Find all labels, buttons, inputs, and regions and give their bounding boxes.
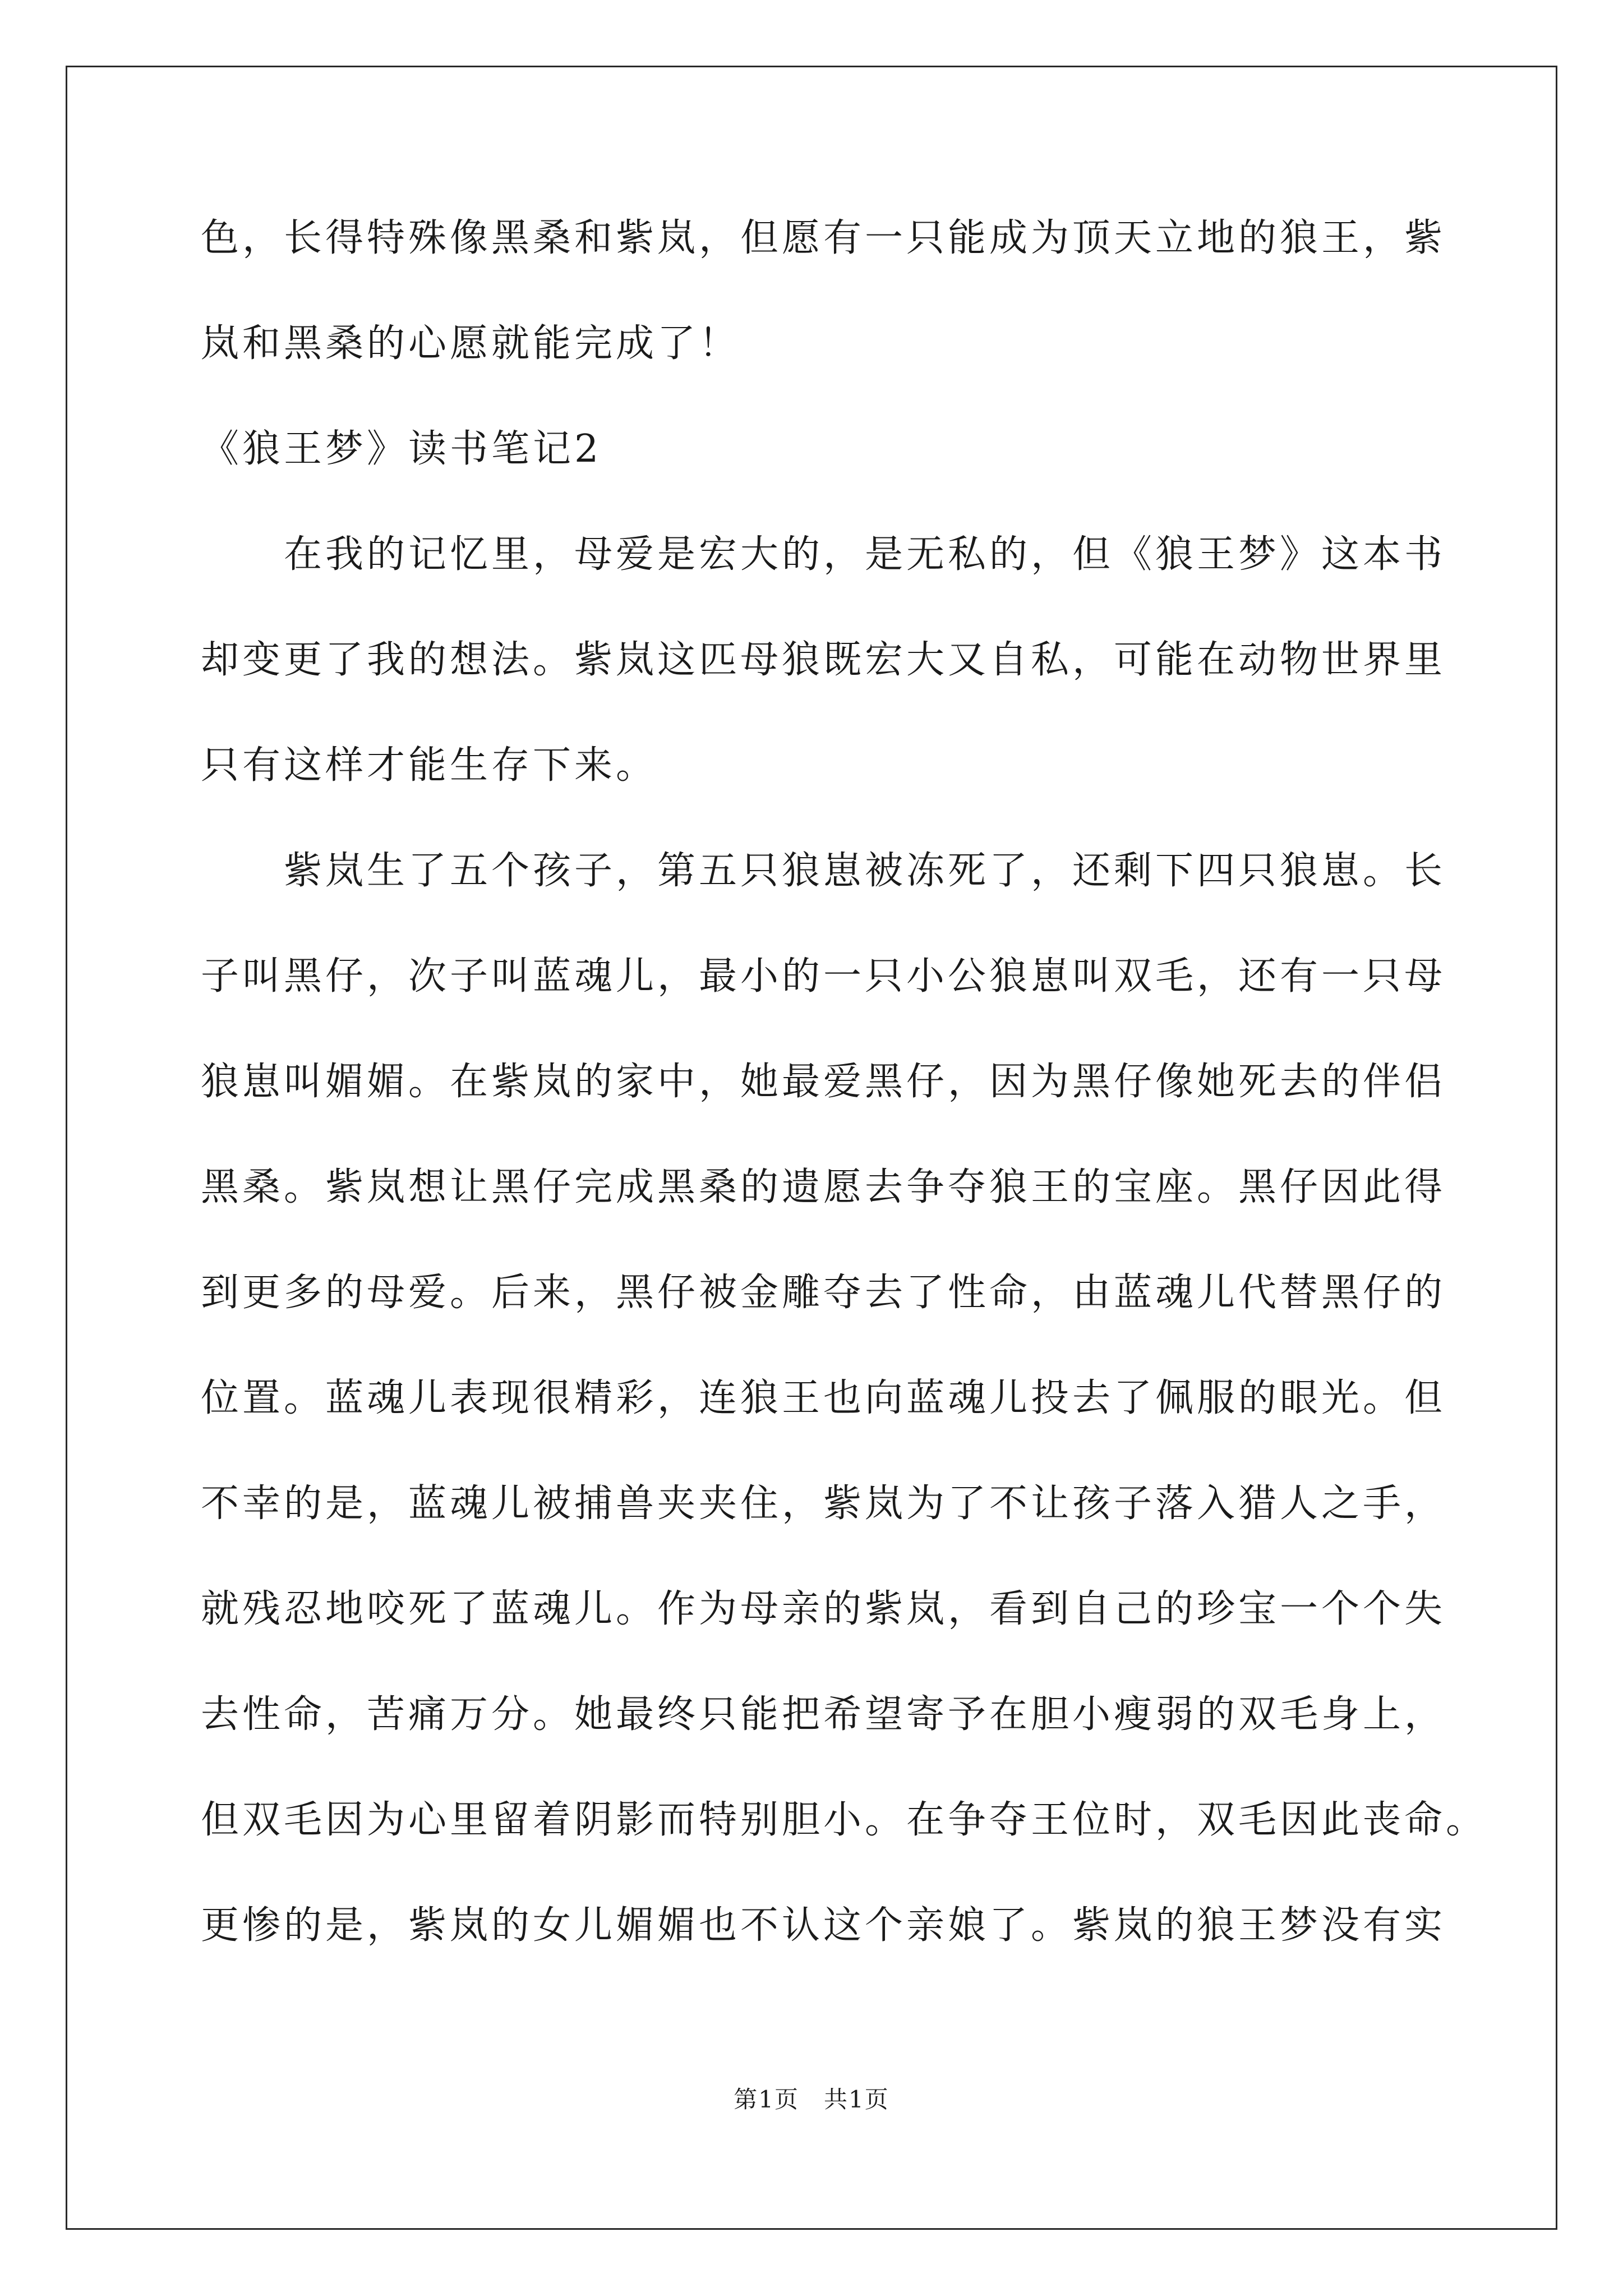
text-line: 只有这样才能生存下来。 [201, 743, 658, 788]
section-heading: 《狼王梦》读书笔记2 [201, 427, 602, 471]
text-line: 色，长得特殊像黑桑和紫岚，但愿有一只能成为顶天立地的狼王，紫 [201, 216, 1446, 260]
text-line: 更惨的是，紫岚的女儿媚媚也不认这个亲娘了。紫岚的狼王梦没有实 [201, 1903, 1446, 1948]
text-line: 不幸的是，蓝魂儿被捕兽夹夹住，紫岚为了不让孩子落入猎人之手， [201, 1481, 1446, 1526]
text-line: 位置。蓝魂儿表现很精彩，连狼王也向蓝魂儿投去了佩服的眼光。但 [201, 1376, 1446, 1420]
text-line: 到更多的母爱。后来，黑仔被金雕夺去了性命，由蓝魂儿代替黑仔的 [201, 1271, 1446, 1315]
text-line: 就残忍地咬死了蓝魂儿。作为母亲的紫岚，看到自己的珍宝一个个失 [201, 1587, 1446, 1631]
text-line: 狼崽叫媚媚。在紫岚的家中，她最爱黑仔，因为黑仔像她死去的伴侣 [201, 1060, 1446, 1104]
text-line: 紫岚生了五个孩子，第五只狼崽被冻死了，还剩下四只狼崽。长 [201, 849, 1446, 893]
text-line: 子叫黑仔，次子叫蓝魂儿，最小的一只小公狼崽叫双毛，还有一只母 [201, 954, 1446, 999]
page-number: 第1页 共1页 [734, 2086, 889, 2113]
text-line: 但双毛因为心里留着阴影而特别胆小。在争夺王位时，双毛因此丧命。 [201, 1798, 1488, 1842]
text-line: 去性命，苦痛万分。她最终只能把希望寄予在胆小瘦弱的双毛身上， [201, 1692, 1446, 1737]
text-line: 岚和黑桑的心愿就能完成了！ [201, 321, 741, 366]
text-line: 在我的记忆里，母爱是宏大的，是无私的，但《狼王梦》这本书 [201, 532, 1446, 577]
text-line: 黑桑。紫岚想让黑仔完成黑桑的遗愿去争夺狼王的宝座。黑仔因此得 [201, 1165, 1446, 1209]
text-line: 却变更了我的想法。紫岚这匹母狼既宏大又自私，可能在动物世界里 [201, 638, 1446, 682]
